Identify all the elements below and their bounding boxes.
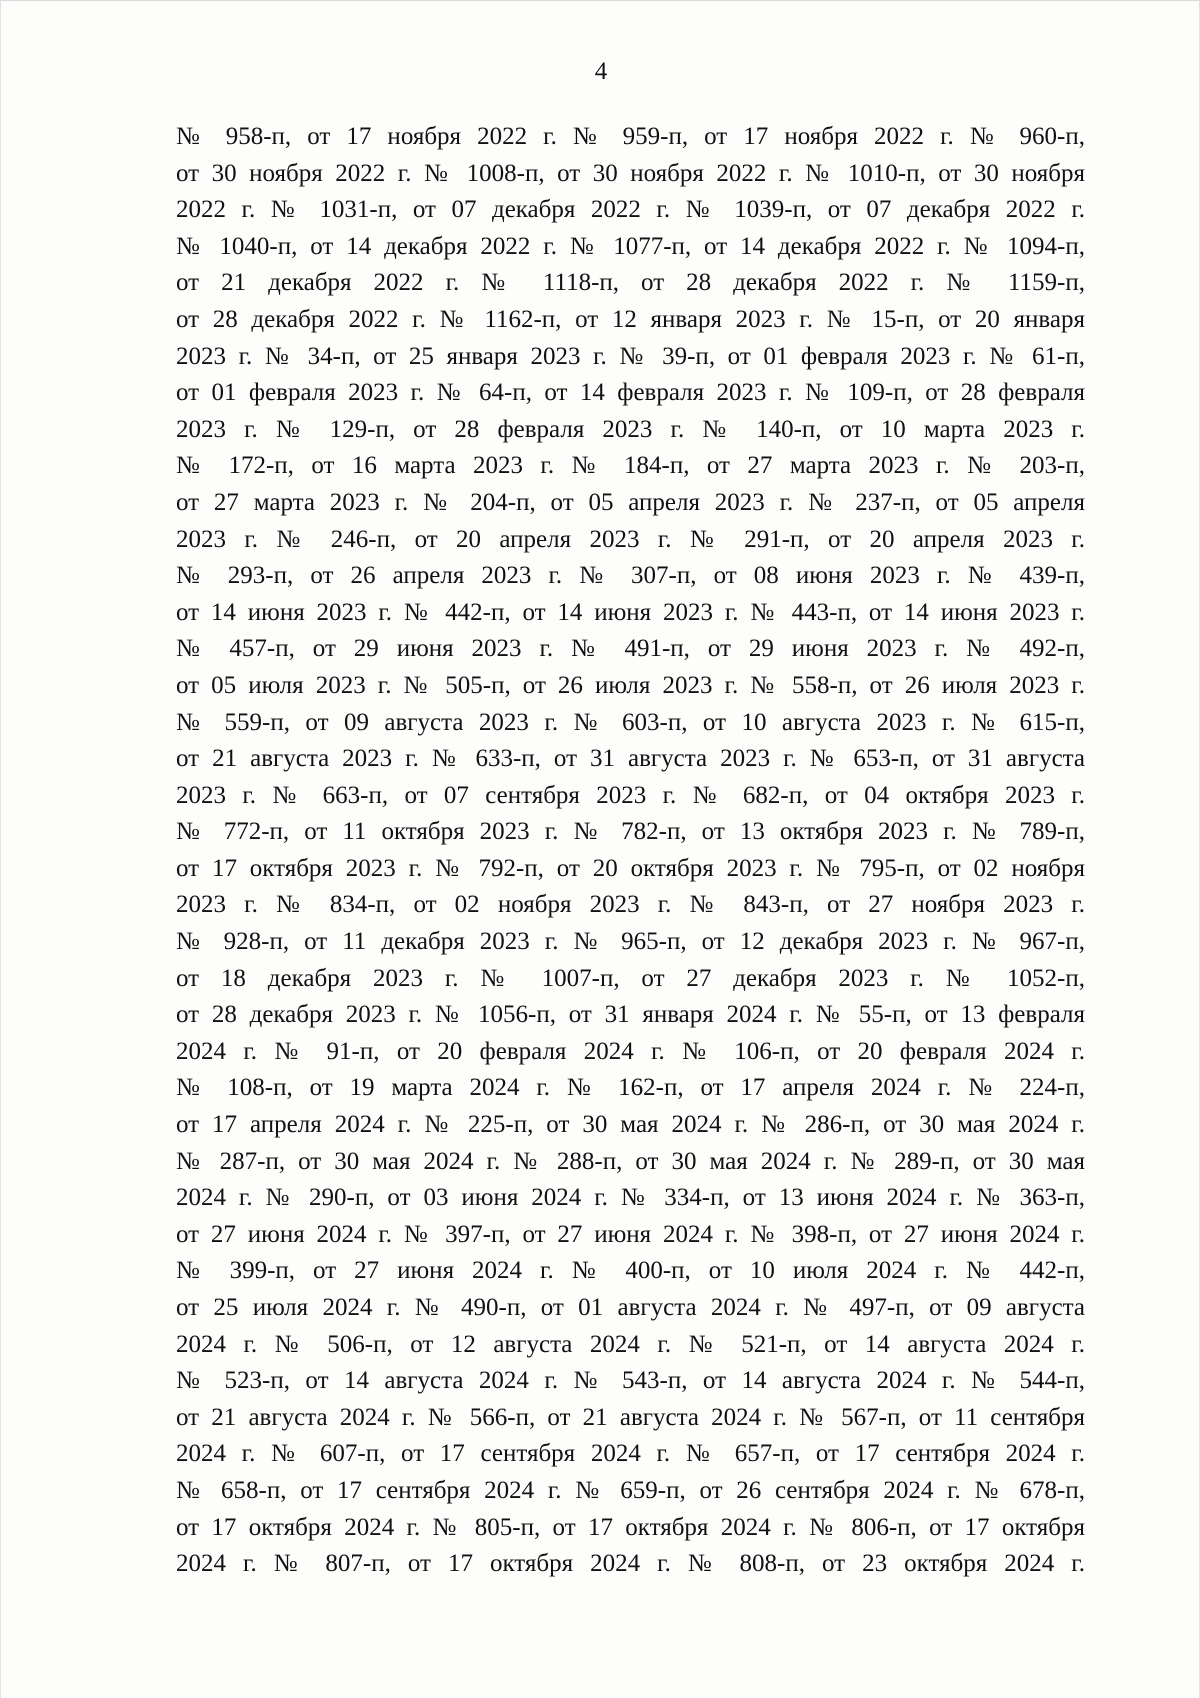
text-line: от 17 апреля 2024 г. № 225-п, от 30 мая 2024 г. № 286-п, от 30 мая 2024 г. — [176, 1111, 1085, 1139]
text-line: № 1040-п, от 14 декабря 2022 г. № 1077-п, от 14 декабря 2022 г. № 1094-п, — [176, 232, 1085, 260]
text-line: 2024 г. № 91-п, от 20 февраля 2024 г. № 106-п, от 20 февраля 2024 г. — [176, 1037, 1085, 1065]
text-line: 2022 г. № 1031-п, от 07 декабря 2022 г. № 1039-п, от 07 декабря 2022 г. — [176, 196, 1085, 224]
text-line: от 17 октября 2024 г. № 805-п, от 17 октября 2024 г. № 806-п, от 17 октября — [176, 1513, 1085, 1541]
text-line: от 17 октября 2023 г. № 792-п, от 20 октября 2023 г. № 795-п, от 02 ноября — [176, 854, 1085, 882]
text-line: 2023 г. № 246-п, от 20 апреля 2023 г. № 291-п, от 20 апреля 2023 г. — [176, 525, 1085, 553]
text-line: № 399-п, от 27 июня 2024 г. № 400-п, от 10 июля 2024 г. № 442-п, — [176, 1257, 1085, 1285]
text-line: от 14 июня 2023 г. № 442-п, от 14 июня 2023 г. № 443-п, от 14 июня 2023 г. — [176, 598, 1085, 626]
text-line: от 01 февраля 2023 г. № 64-п, от 14 февраля 2023 г. № 109-п, от 28 февраля — [176, 379, 1085, 407]
text-line: от 27 июня 2024 г. № 397-п, от 27 июня 2024 г. № 398-п, от 27 июня 2024 г. — [176, 1220, 1085, 1248]
text-line: 2023 г. № 834-п, от 02 ноября 2023 г. № 843-п, от 27 ноября 2023 г. — [176, 891, 1085, 919]
text-line: от 21 декабря 2022 г. № 1118-п, от 28 декабря 2022 г. № 1159-п, — [176, 269, 1085, 297]
text-line: 2023 г. № 129-п, от 28 февраля 2023 г. № 140-п, от 10 марта 2023 г. — [176, 415, 1085, 443]
text-line: № 559-п, от 09 августа 2023 г. № 603-п, от 10 августа 2023 г. № 615-п, — [176, 708, 1085, 736]
text-line: 2024 г. № 506-п, от 12 августа 2024 г. № 521-п, от 14 августа 2024 г. — [176, 1330, 1085, 1358]
text-line: 2024 г. № 807-п, от 17 октября 2024 г. № 808-п, от 23 октября 2024 г. — [176, 1550, 1085, 1578]
text-line: № 457-п, от 29 июня 2023 г. № 491-п, от 29 июня 2023 г. № 492-п, — [176, 635, 1085, 663]
text-line: № 772-п, от 11 октября 2023 г. № 782-п, от 13 октября 2023 г. № 789-п, — [176, 818, 1085, 846]
text-line: 2023 г. № 34-п, от 25 января 2023 г. № 39-п, от 01 февраля 2023 г. № 61-п, — [176, 342, 1085, 370]
text-line: от 05 июля 2023 г. № 505-п, от 26 июля 2023 г. № 558-п, от 26 июля 2023 г. — [176, 671, 1085, 699]
text-line: от 28 декабря 2022 г. № 1162-п, от 12 января 2023 г. № 15-п, от 20 января — [176, 305, 1085, 333]
text-line: № 108-п, от 19 марта 2024 г. № 162-п, от 17 апреля 2024 г. № 224-п, — [176, 1074, 1085, 1102]
text-line: № 958-п, от 17 ноября 2022 г. № 959-п, от 17 ноября 2022 г. № 960-п, — [176, 123, 1085, 150]
text-line: от 21 августа 2023 г. № 633-п, от 31 августа 2023 г. № 653-п, от 31 августа — [176, 745, 1085, 773]
text-line: от 27 марта 2023 г. № 204-п, от 05 апреля 2023 г. № 237-п, от 05 апреля — [176, 488, 1085, 516]
text-line: от 21 августа 2024 г. № 566-п, от 21 августа 2024 г. № 567-п, от 11 сентября — [176, 1403, 1085, 1431]
text-line: от 18 декабря 2023 г. № 1007-п, от 27 декабря 2023 г. № 1052-п, — [176, 964, 1085, 992]
text-line: № 172-п, от 16 марта 2023 г. № 184-п, от 27 марта 2023 г. № 203-п, — [176, 452, 1085, 480]
text-line: 2023 г. № 663-п, от 07 сентября 2023 г. № 682-п, от 04 октября 2023 г. — [176, 781, 1085, 809]
text-line: № 523-п, от 14 августа 2024 г. № 543-п, от 14 августа 2024 г. № 544-п, — [176, 1367, 1085, 1395]
text-line: 2024 г. № 607-п, от 17 сентября 2024 г. № 657-п, от 17 сентября 2024 г. — [176, 1440, 1085, 1468]
text-line: от 28 декабря 2023 г. № 1056-п, от 31 января 2024 г. № 55-п, от 13 февраля — [176, 1001, 1085, 1029]
text-line: от 30 ноября 2022 г. № 1008-п, от 30 ноября 2022 г. № 1010-п, от 30 ноября — [176, 159, 1085, 187]
text-line: № 287-п, от 30 мая 2024 г. № 288-п, от 30 мая 2024 г. № 289-п, от 30 мая — [176, 1147, 1085, 1175]
text-line: № 658-п, от 17 сентября 2024 г. № 659-п, от 26 сентября 2024 г. № 678-п, — [176, 1476, 1085, 1504]
text-line: № 293-п, от 26 апреля 2023 г. № 307-п, от 08 июня 2023 г. № 439-п, — [176, 562, 1085, 590]
body-text — [176, 119, 1085, 1583]
page-number: 4 — [594, 58, 608, 85]
text-line: 2024 г. № 290-п, от 03 июня 2024 г. № 334-п, от 13 июня 2024 г. № 363-п, — [176, 1184, 1085, 1212]
text-line: № 928-п, от 11 декабря 2023 г. № 965-п, от 12 декабря 2023 г. № 967-п, — [176, 928, 1085, 956]
text-line: от 25 июля 2024 г. № 490-п, от 01 августа 2024 г. № 497-п, от 09 августа — [176, 1294, 1085, 1321]
